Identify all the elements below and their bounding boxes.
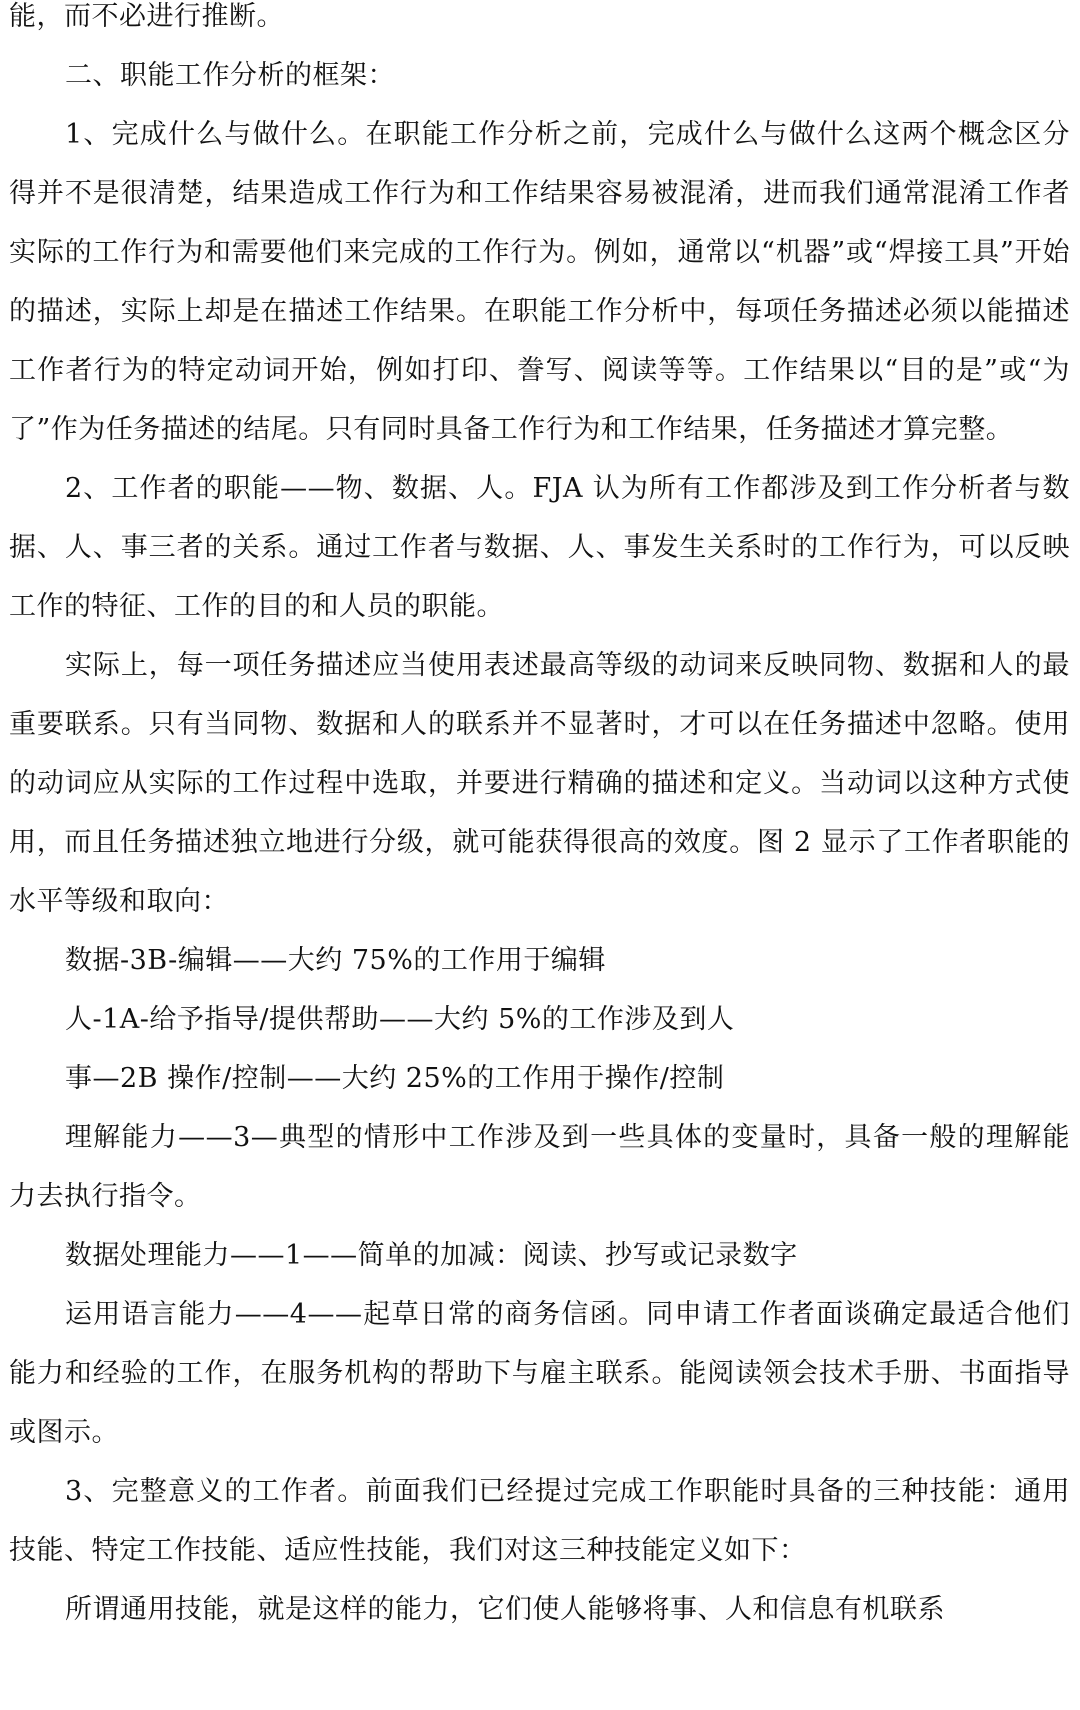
paragraph-language: 运用语言能力——4——起草日常的商务信函。同申请工作者面谈确定最适合他们能力和经验的工作，在服务机构的帮助下与雇主联系。能阅读领会技术手册、书面指导或图示。 [9, 1299, 1070, 1448]
line-things-level: 事—2B 操作/控制——大约 25%的工作用于操作/控制 [65, 1063, 725, 1094]
paragraph-verbs: 实际上，每一项任务描述应当使用表述最高等级的动词来反映同物、数据和人的最重要联系。只有当同物、数据和人的联系并不显著时，才可以在任务描述中忽略。使用的动词应从实际的工作过程中选取，并要进行精确的描述和定义。当动词以这种方式使用，而且任务描述独立地进行分级，就可能获得很高的效度。图 2 显示了工作者职能的水平等级和取向： [9, 650, 1070, 917]
section-heading: 二、职能工作分析的框架： [65, 60, 395, 91]
paragraph-reasoning: 理解能力——3—典型的情形中工作涉及到一些具体的变量时，具备一般的理解能力去执行指令。 [9, 1122, 1070, 1212]
paragraph-point-3: 3、完整意义的工作者。前面我们已经提过完成工作职能时具备的三种技能：通用技能、特定工作技能、适应性技能，我们对这三种技能定义如下： [9, 1476, 1070, 1566]
line-data-level: 数据-3B-编辑——大约 75%的工作用于编辑 [65, 945, 606, 976]
paragraph-point-1: 1、完成什么与做什么。在职能工作分析之前，完成什么与做什么这两个概念区分得并不是很清楚，结果造成工作行为和工作结果容易被混淆，进而我们通常混淆工作者实际的工作行为和需要他们来完成的工作行为。例如，通常以“机器”或“焊接工具”开始的描述，实际上却是在描述工作结果。在职能工作分析中，每项任务描述必须以能描述工作者行为的特定动词开始，例如打印、誊写、阅读等等。工作结果以“目的是”或“为了”作为任务描述的结尾。只有同时具备工作行为和工作结果，任务描述才算完整。 [9, 119, 1070, 445]
paragraph-continuation: 能，而不必进行推断。 [9, 1, 284, 32]
paragraph-point-2: 2、工作者的职能——物、数据、人。FJA 认为所有工作都涉及到工作分析者与数据、人、事三者的关系。通过工作者与数据、人、事发生关系时的工作行为，可以反映工作的特征、工作的目的和人员的职能。 [9, 473, 1070, 622]
line-people-level: 人-1A-给予指导/提供帮助——大约 5%的工作涉及到人 [65, 1004, 735, 1035]
line-math: 数据处理能力——1——简单的加减：阅读、抄写或记录数字 [65, 1240, 798, 1271]
paragraph-general-skills: 所谓通用技能，就是这样的能力，它们使人能够将事、人和信息有机联系 [65, 1594, 945, 1625]
